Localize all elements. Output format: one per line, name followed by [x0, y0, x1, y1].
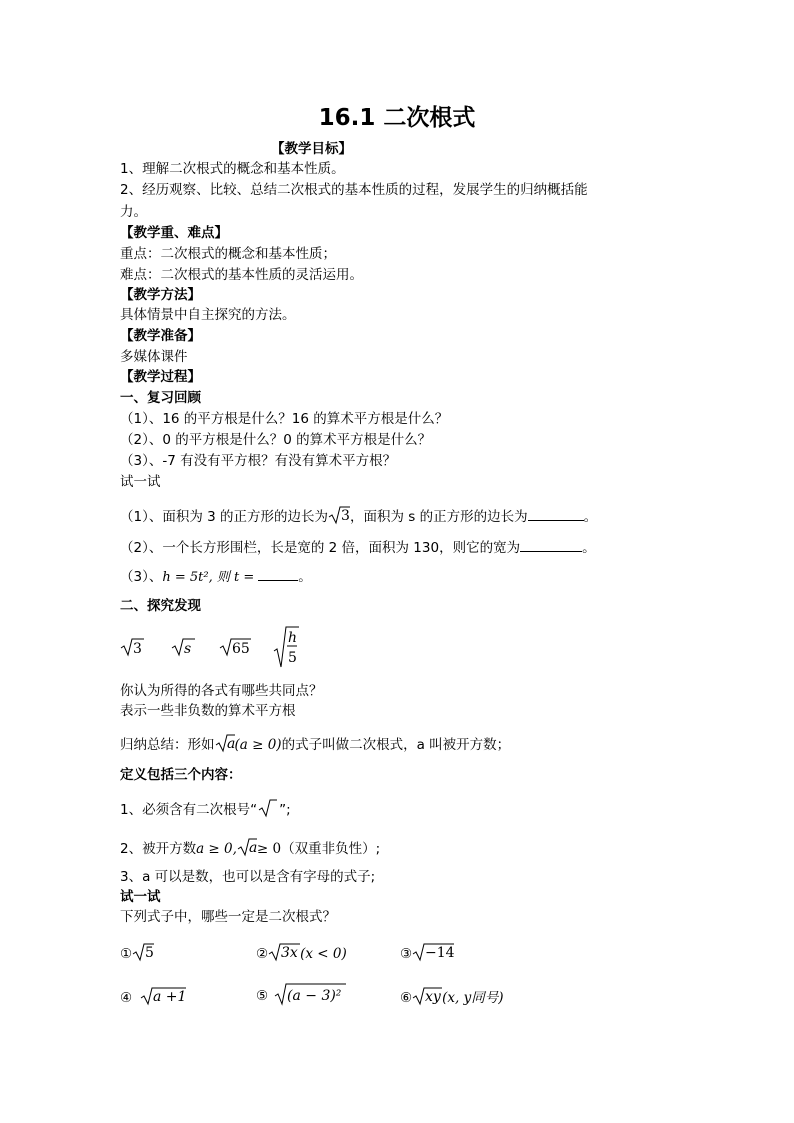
answer-blank-2[interactable] [520, 537, 582, 552]
sqrt-3-icon [328, 505, 350, 525]
definition-item-2-ge: ≥ 0 [256, 841, 282, 857]
summary-prefix: 归纳总结：形如 [120, 737, 215, 753]
review-question-2: （2）、0 的平方根是什么？0 的算术平方根是什么？ [120, 432, 432, 448]
review-question-1: （1）、16 的平方根是什么？16 的算术平方根是什么？ [120, 411, 449, 427]
sqrt-a-icon [237, 837, 257, 857]
option-4-radicand: a +1 [153, 989, 187, 1005]
prep-heading: 【教学准备】 [120, 328, 201, 344]
option-5-label: ⑤ [256, 988, 269, 1004]
review-heading: 一、复习回顾 [120, 390, 201, 406]
try-question-3-label: （3）、 [120, 569, 163, 585]
try-question-2-text: （2）、一个长方形围栏，长是宽的 2 倍，面积为 130，则它的宽为 [120, 540, 521, 556]
radical-sign-icon [257, 798, 279, 818]
sqrt-3-expression [120, 636, 150, 658]
option-2-condition: (x < 0) [300, 946, 347, 962]
process-heading: 【教学过程】 [120, 369, 201, 385]
sqrt-icon [268, 942, 300, 962]
option-6 [400, 986, 503, 1007]
sqrt-s-expression [171, 636, 201, 658]
try-question-1-part-a: （1）、面积为 3 的正方形的边长为 [120, 509, 329, 525]
try-question-1-end: 。 [583, 509, 598, 525]
expr4-numerator: h [288, 630, 298, 646]
summary-radicand: a [226, 736, 235, 752]
definition-item-2-prefix: 2、被开方数 [120, 841, 197, 857]
try-question-3-end: 。 [298, 569, 312, 585]
option-4-label: ④ [120, 990, 133, 1006]
try-question-3-formula: h = 5t², 则 t = [162, 570, 255, 585]
try-question-2 [120, 537, 596, 557]
definition-item-2-suffix: （双重非负性）; [281, 841, 381, 857]
sqrt-icon [412, 986, 442, 1006]
option-3 [400, 942, 454, 963]
expr1-radicand: 3 [133, 641, 142, 657]
option-2-label: ② [256, 946, 269, 962]
option-4 [120, 986, 186, 1007]
method-heading: 【教学方法】 [120, 287, 201, 303]
try-question-3 [120, 566, 312, 587]
try2-question: 下列式子中，哪些一定是二次根式？ [120, 909, 336, 925]
definition-item-3: 3、a 可以是数，也可以是含有字母的式子; [120, 869, 376, 885]
goal-item-2a: 2、经历观察、比较、总结二次根式的基本性质的过程，发展学生的归纳概括能 [120, 182, 588, 198]
definition-item-1-suffix: ”; [279, 802, 291, 818]
option-1 [120, 942, 154, 963]
try-question-1-part-b: ，面积为 s 的正方形的边长为 [350, 509, 528, 525]
explore-heading: 二、探究发现 [120, 598, 201, 614]
expr3-radicand: 65 [232, 641, 250, 657]
definition-heading: 定义包括三个内容： [120, 767, 242, 783]
answer-blank-3[interactable] [258, 566, 298, 581]
sqrt-h-over-5-expression [273, 625, 303, 669]
definition-item-1-prefix: 1、必须含有二次根号“ [120, 802, 258, 818]
definition-item-1 [120, 798, 291, 819]
option-6-label: ⑥ [400, 990, 413, 1006]
option-6-condition: (x, y同号) [442, 990, 504, 1006]
goal-item-1: 1、理解二次根式的概念和基本性质。 [120, 161, 345, 177]
sqrt-65-expression [219, 636, 253, 658]
sqrt-icon [132, 942, 154, 962]
option-1-label: ① [120, 946, 133, 962]
expr2-radicand: s [184, 641, 192, 657]
option-5 [256, 982, 346, 1006]
option-3-radicand: −14 [425, 945, 455, 961]
answer-blank-1[interactable] [528, 506, 584, 521]
try-question-1 [120, 505, 597, 526]
try2-heading: 试一试 [120, 889, 161, 905]
review-question-3: （3）、-7 有没有平方根？有没有算术平方根？ [120, 453, 397, 469]
try-question-2-end: 。 [582, 540, 596, 556]
sqrt-icon [274, 982, 346, 1006]
definition-item-2 [120, 837, 380, 858]
try-label: 试一试 [120, 474, 161, 490]
difficult-point-text: 难点：二次根式的基本性质的灵活运用。 [120, 267, 363, 283]
key-point-text: 重点：二次根式的概念和基本性质； [120, 246, 336, 262]
option-5-radicand: (a − 3)² [287, 988, 342, 1004]
key-points-heading: 【教学重、难点】 [120, 225, 228, 241]
summary-line [120, 733, 510, 754]
sqrt-3-radicand: 3 [341, 508, 350, 524]
definition-item-2-cond: a ≥ 0, [196, 841, 237, 857]
definition-item-2-radicand: a [248, 840, 258, 856]
common-question: 你认为所得的各式有哪些共同点？ [120, 683, 323, 699]
sqrt-icon [412, 942, 454, 962]
option-1-radicand: 5 [145, 945, 155, 961]
prep-text: 多媒体课件 [120, 349, 188, 365]
summary-suffix: 的式子叫做二次根式，a 叫被开方数； [281, 737, 511, 753]
common-answer: 表示一些非负数的算术平方根 [120, 703, 296, 719]
goals-heading: 【教学目标】 [271, 141, 352, 157]
page-title: 16.1 二次根式 [318, 105, 476, 131]
method-text: 具体情景中自主探究的方法。 [120, 307, 296, 323]
summary-condition: (a ≥ 0) [234, 737, 282, 753]
option-2-radicand: 3x [281, 945, 298, 961]
sqrt-icon [140, 986, 186, 1006]
option-6-radicand: xy [425, 989, 441, 1005]
sqrt-a-icon [215, 733, 235, 753]
goal-item-2b: 力。 [120, 204, 147, 220]
expr4-denominator: 5 [288, 650, 297, 666]
option-3-label: ③ [400, 946, 413, 962]
option-2 [256, 942, 347, 963]
